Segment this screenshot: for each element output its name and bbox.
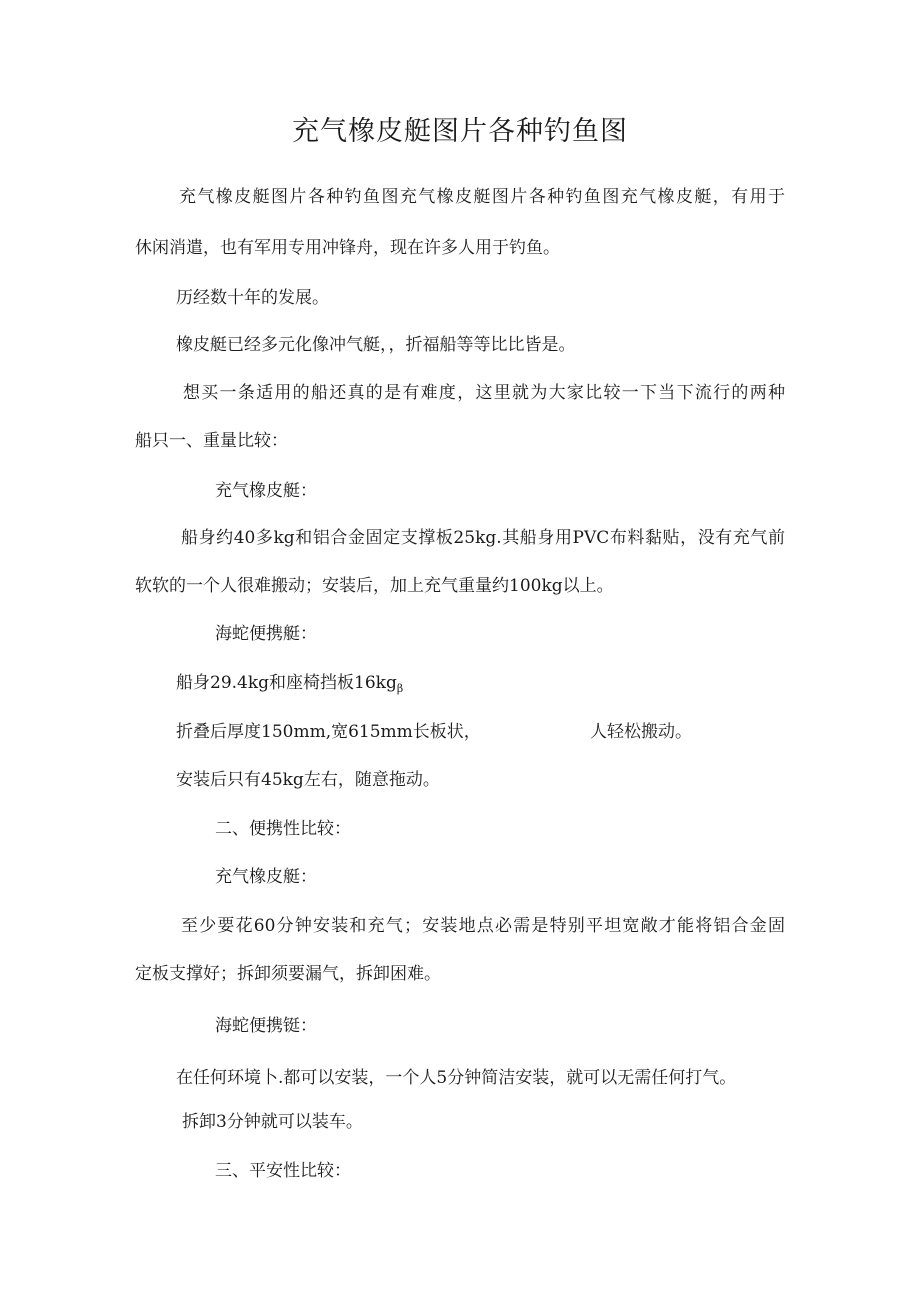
heading-inflatable-weight: 充气橡皮艇： [215,481,317,501]
paragraph-folded-size-tail: 人轻松搬动。 [590,722,692,742]
heading-seasnake-portability: 海蛇便携铤： [215,1016,317,1036]
paragraph-text: 船身29.4kg和座椅挡板16kg [176,673,397,693]
paragraph-inflatable-setup-line1 [135,914,785,938]
paragraph-text: 船身约40多kg和铝合金固定支撑板25kg.其船身用PVC布料黏贴，没有充气前 [181,528,785,548]
heading-section-portability: 二、便携性比较： [215,819,351,839]
document-title: 充气橡皮艇图片各种钓鱼图 [292,116,628,147]
paragraph-text: 折叠后厚度150mm,宽615mm长板状， [176,722,481,742]
paragraph-text: 想买一条适用的船还真的是有难度，这里就为大家比较一下当下流行的两种 [183,383,785,403]
heading-seasnake-weight: 海蛇便携艇： [215,624,317,644]
paragraph-intro-line1 [135,185,785,209]
paragraph-inflatable-setup-line2: 定板支撑好；拆卸须要漏气，拆卸困难。 [135,964,441,984]
paragraph-seasnake-body [176,671,403,701]
paragraph-seasnake-setup: 在任何环境卜.都可以安装，一个人5分钟简洁安装，就可以无需任何打气。 [176,1068,737,1088]
paragraph-inflatable-weight-line1 [135,526,785,550]
heading-section-safety: 三、平安性比较： [215,1161,351,1181]
paragraph-installed-weight: 安装后只有45kg左右，随意拖动。 [176,770,440,790]
paragraph-choose-line2: 船只一、重量比较： [135,431,288,451]
heading-inflatable-portability: 充气橡皮艇： [215,867,317,887]
paragraph-choose-line1 [135,381,785,405]
paragraph-text: 充气橡皮艇图片各种钓鱼图充气橡皮艇图片各种钓鱼图充气橡皮艇，有用于 [179,187,785,207]
subscript-mark: β [396,682,404,695]
paragraph-folded-size [176,720,796,744]
paragraph-seasnake-disassembly: 拆卸3分钟就可以装车。 [182,1112,363,1132]
paragraph-text: 至少要花60分钟安装和充气；安装地点必需是特别平坦宽敞才能将铝合金固 [181,916,785,936]
paragraph-inflatable-weight-line2: 软软的一个人很难搬动；安装后，加上充气重量约100kg以上。 [135,576,614,596]
paragraph-intro-line2: 休闲消遣，也有军用专用冲锋舟，现在许多人用于钓鱼。 [135,238,560,258]
paragraph-diversity: 橡皮艇已经多元化像冲气艇，，折福船等等比比皆是。 [176,335,576,355]
paragraph-history: 历经数十年的发展。 [176,288,329,308]
